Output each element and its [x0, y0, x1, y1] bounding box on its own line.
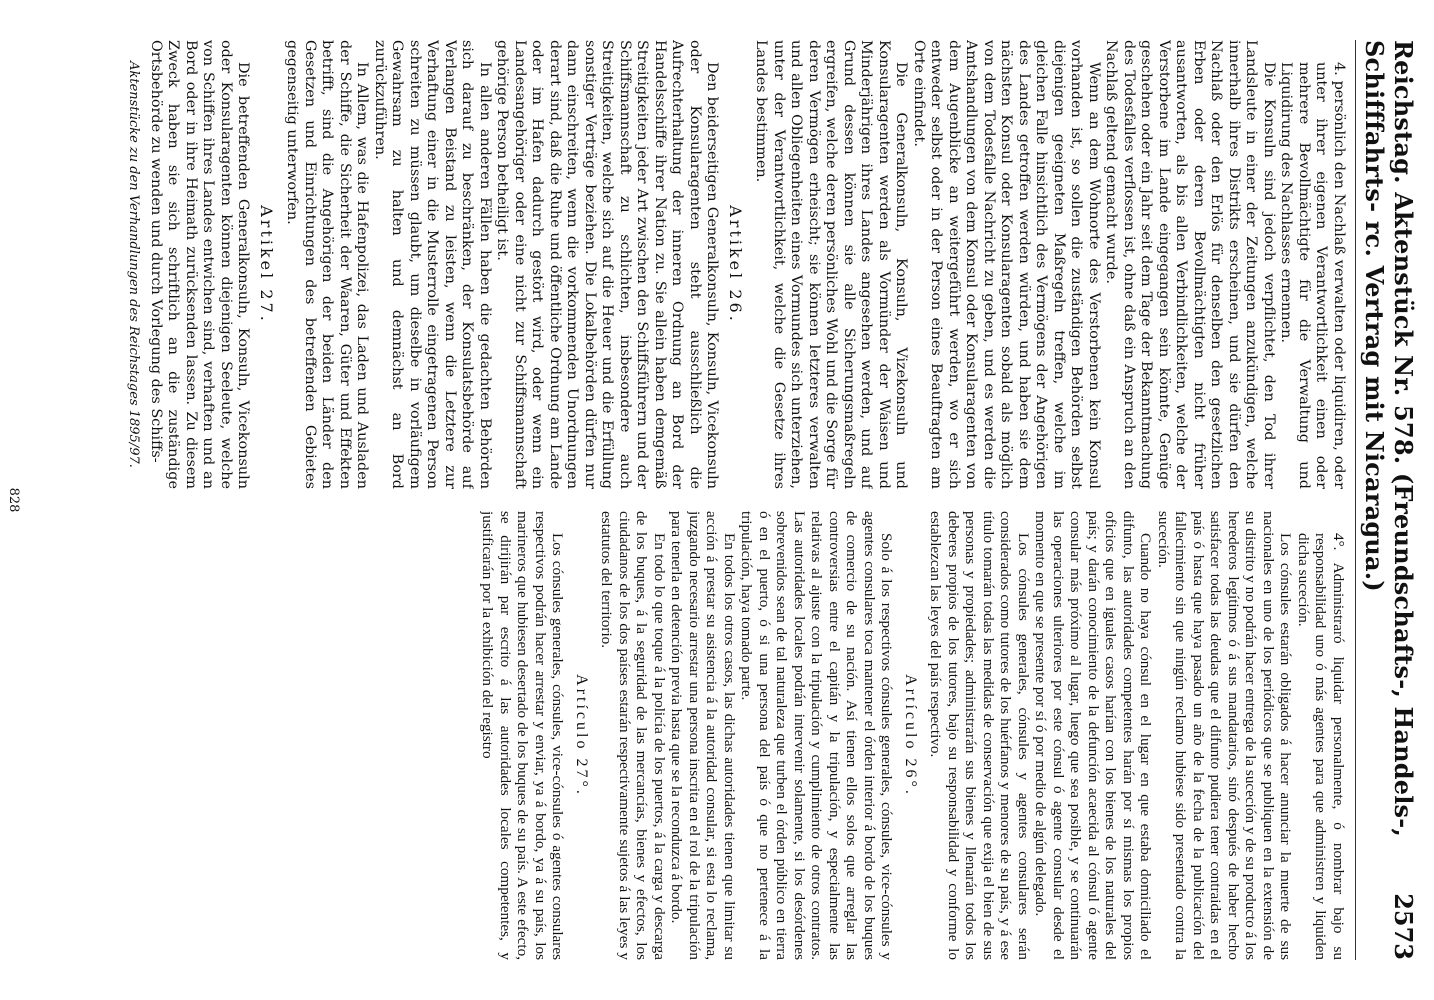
- de-item-4: 4. persönlich den Nachlaß verwalten oder liquidiren, oder unter ihrer eigenen Verantwortlichkeit einen oder mehrere Bevollmächtigte für die Verwaltung und Liquidirung des Nachlasses ernennen.: [1278, 62, 1347, 489]
- es-item-4: 4°. Administraró liquidar personalmente, ó nombrar bajo su responsabilidad uno ó más agentes para que administren y liquiden dicha suceción.: [1295, 533, 1347, 960]
- de-paragraph: In Allem, was die Hafenpolizei, das Laden und Ausladen der Schiffe, die Sicherheit der Waaren, Güter und Effekten betrifft, sind die Angehörigen der beiden Länder den Gesetzen und Einrichtungen des betreffenden Gebietes gegenseitig unterworfen.: [284, 40, 371, 489]
- es-article-27-heading: Artículo 27°.: [573, 674, 590, 797]
- es-paragraph: En todo lo que toque á la policía de los puertos, á la carga y descarga de los buques, á la seguridad de las mercancías, bienes y efectos, los ciudadanos de los dos países estarán respectivamente sujetos á las leyes y estatutos del territorio.: [598, 511, 668, 960]
- es-paragraph: Solo á los respectivos cónsules generales, cónsules, vice-cónsules y agentes consulares toca mantener el órden interior á bordo de los buques de comercio de su nación. Así tienen ellos solos que arreglar las controversias entre el capitán y la tripulación, y especialmente las relativas al ajuste con la tripulación y cumplimiento de otros contratos. Las autoridades locales podrán intervenir solamente, si los desórdenes sobrevenidos sean de tal naturaleza que turben el órden público en tierra ó en el puerto, ó si una persona del país ó que no pertenece á la tripulación, haya tomado parte.: [738, 511, 896, 960]
- de-paragraph: Die Konsuln sind jedoch verpflichtet, den Tod ihrer Landsleute in einer der Zeitungen anzukündigen, welche innerhalb ihres Distrikts erscheinen, und sie dürfen den Nachlaß oder den Erlös für denselben den gesetzlichen Erben oder deren Bevollmächtigten nicht früher ausantworten, als bis allen Verbindlichkeiten, welche der Verstorbene im Lande eingegangen sein könnte, Genüge geschehen oder ein Jahr seit dem Tage der Bekanntmachung des Todesfalles verflossen ist, ohne daß ein Anspruch an den Nachlaß geltend gemacht wurde.: [1103, 40, 1277, 489]
- es-paragraph: Los cónsules generales, cónsules, vice-cónsules ó agentes consulares respectivos podrán hacer arrestar y enviar, ya á bordo, ya á su país, los marineros que hubiesen desertado de los buques de su país. A este efecto, se dirijirán par escrito á las autoridades locales competentes, y justificarán por la exhibición del registro: [479, 511, 567, 960]
- de-paragraph: Wenn an dem Wohnorte des Verstorbenen kein Konsul vorhanden ist, so sollen die zuständigen Behörden selbst diejenigen geeigneten Maßregeln treffen, welche im gleichen Falle hinsichtlich des Vermögens der Angehörigen des Landes getroffen werden würden, und haben sie dem nächsten Konsul oder Konsularagenten sobald als möglich von dem Todesfalle Nachricht zu geben, und es werden die Amtshandlungen von dem Konsul oder Konsularagenten von dem Augenblicke an weitergeführt werden, wo er sich entweder selbst oder in der Person eines Beauftragten am Orte einfindet.: [911, 40, 1102, 489]
- german-column: [57, 40, 1347, 489]
- es-paragraph: Los cónsules estarán obligados á hacer anunciar la muerte de sus nacionales en uno de los periódicos que se publiquen en la extensión de su distrito y no podrán hacer entrega de la suceción y de su producto á los herederos legítimos ó á sus mandatarios, sinó después de haber hecho satisfacer todas las deudas que el difunto pudiera tener contraidas en el país ó hasta que haya pasado un año de la fecha de la publicación del fallecimiento sin que ningún reclamo hubiese sido presentado contra la suceción.: [1155, 511, 1295, 960]
- de-paragraph: In allen anderen Fällen haben die gedachten Behörden sich darauf zu beschränken, der Konsulatsbehörde auf Verlangen Beistand zu leisten, wenn die Letztere zur Verhaftung einer in die Musterrolle eingetragenen Person schreiten zu müssen glaubt, um dieselbe in vorläufigem Gewahrsam zu halten und demnächst an Bord zurückzuführen.: [372, 40, 493, 489]
- spanish-column: [57, 511, 1347, 960]
- running-header: [1355, 40, 1418, 960]
- de-footer-note: Aktenstücke zu den Verhandlungen des Reichstages 1895/97.: [126, 61, 142, 468]
- es-article-26-heading: Artículo 26°.: [902, 674, 919, 797]
- es-paragraph: Los cónsules generales, cónsules y agentes consulares serán considerados como tutores de los huérfanos y menores de su país, y á ese título tomarán todas las medidas de conservación que exija el bien de sus personas y propiedades; administrarán sus bienes y llenarán todos los deberes propios de los tutores, bajo su responsabilidad y conforme lo establezcan las leyes del país respectivo.: [927, 511, 1032, 960]
- de-article-26-heading: Artikel 26.: [726, 205, 745, 324]
- de-paragraph: Den beiderseitigen Generalkonsuln, Konsuln, Vicekonsuln oder Konsularagenten steht ausschließlich die Aufrechterhaltung der inneren Ordnung an Bord der Handelsschiffe ihrer Nation zu. Sie allein haben demgemäß Streitigkeiten jeder Art zwischen den Schiffsführern und der Schiffsmannschaft zu schlichten, insbesondere auch Streitigkeiten, welche sich auf die Heuer und die Erfüllung sonstiger Verträge beziehen. Die Lokalbehörden dürfen nur dann einschreiten, wenn die vorkommenden Unordnungen derart sind, daß die Ruhe und öffentliche Ordnung am Lande oder im Hafen dadurch gestört wird, oder wenn ein Landesangehöriger oder eine nicht zur Schiffsmannschaft gehörige Person betheiligt ist.: [494, 40, 721, 489]
- de-article-27-heading: Artikel 27.: [257, 205, 276, 324]
- page-footer-number: 828: [6, 487, 21, 513]
- es-paragraph: En todos los otros casos, las dichas autoridades tienen que limitar su acción á prestar su asistencia á la autoridad consular, si esta lo reclama, juzgando necesario arrestar una persona inscrita en el rol de la tripulación para tenerla en detención previa hasta que se la reconduzca á bordo.: [668, 511, 738, 960]
- de-paragraph: Die Generalkonsuln, Konsuln, Vizekonsuln und Konsularagenten werden als Vormünder der Waisen und Minderjährigen ihres Landes angesehen werden, und auf Grund dessen können sie alle Sicherungsmaßregeln ergreifen, welche deren persönliches Wohl und die Sorge für deren Vermögen erheischt; sie können letzteres verwalten und allen Obliegenheiten eines Vormundes sich unterziehen, unter der Verantwortlichkeit, welche die Gesetze ihres Landes bestimmen.: [753, 40, 910, 489]
- de-paragraph: Die betreffenden Generalkonsuln, Konsuln, Vicekonsuln oder Konsularagenten können diejenigen Seeleute, welche von Schiffen ihres Landes entwichen sind, verhaften und an Bord oder in ihre Heimath zurücksenden lassen. Zu diesem Zweck haben sie sich schriftlich an die zuständige Ortsbehörde zu wenden und durch Vorlegung des Schiffs-: [148, 40, 252, 489]
- header-title: Reichstag. Aktenstück Nr. 578. (Freundschafts-, Handels-, Schifffahrts- rc. Vertrag mit Nicaragua.): [1360, 40, 1418, 837]
- header-page-number: 2573: [1389, 893, 1418, 960]
- two-column-body: [57, 40, 1347, 960]
- es-paragraph: Cuando no haya cónsul en el lugar en que estaba domiciliado el difunto, las autoridades competentes harán por sí mismas los propios oficios que en iguales casos harían con los bienes de los naturales del país; y darán conocimiento de la defunción acaecida al cónsul ó agente consular más próximo al lugar, luego que sea posible, y se continuarán las operaciones ulteriores por este cónsul ó agente consular desde el momento en que se presente por sí ó por medio de algún delegado.: [1032, 511, 1155, 960]
